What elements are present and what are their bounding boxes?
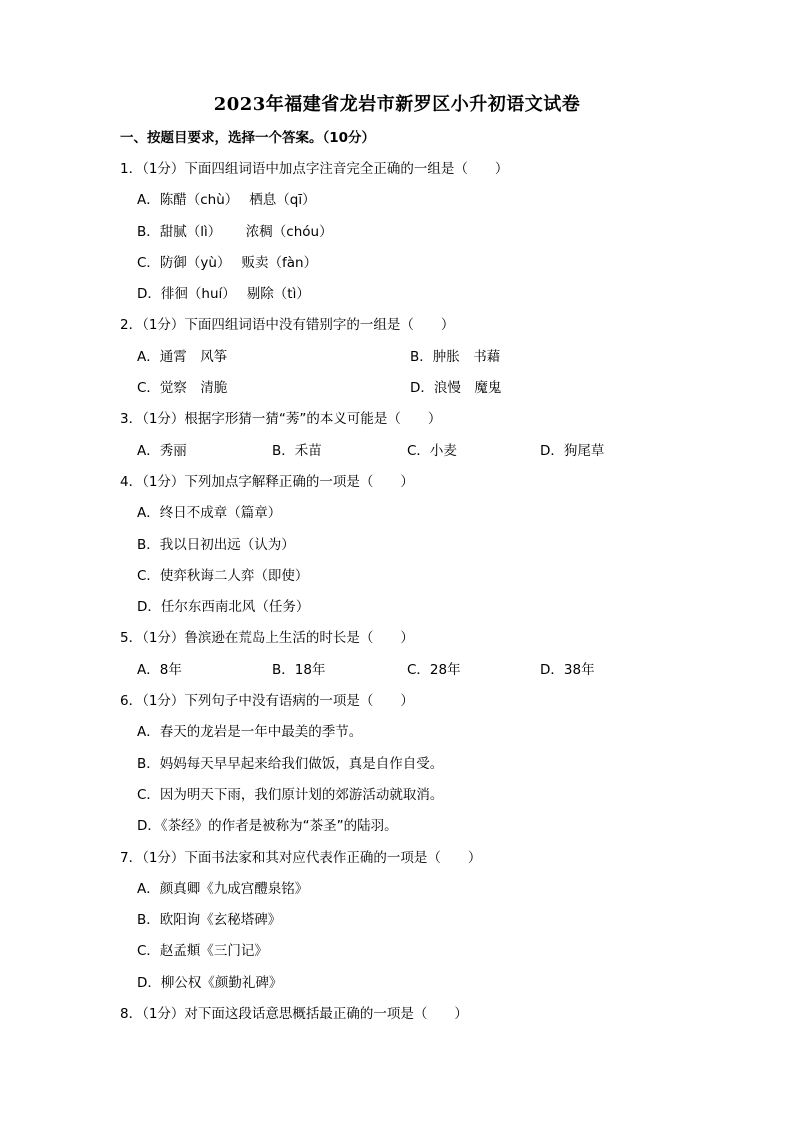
option-b: B．甜腻（lì） 浓稠（chóu） (137, 223, 333, 240)
option-row (120, 375, 720, 406)
exam-title: 2023年福建省龙岩市新罗区小升初语文试卷 (213, 94, 581, 115)
option-b: B．欧阳询《玄秘塔碑》 (137, 912, 282, 929)
option-a: A．秀丽 (137, 442, 187, 459)
option-c: C．小麦 (407, 442, 457, 459)
section-header: 一、按题目要求，选择一个答案。（10分） (120, 130, 376, 146)
option-c: C．28年 (407, 661, 461, 678)
option-d: D．狗尾草 (540, 442, 605, 459)
question-stem: 8．（1分）对下面这段话意思概括最正确的一项是（ ） (120, 1006, 468, 1023)
option-a: A．8年 (137, 661, 182, 678)
option-d: D．浪慢 魔鬼 (410, 380, 502, 397)
question-3 (120, 406, 720, 469)
option-c: C．使弈秋诲二人弈（即使） (137, 567, 309, 584)
question-stem: 7．（1分）下面书法家和其对应代表作正确的一项是（ ） (120, 849, 482, 866)
option-a: A．通霄 风筝 (137, 348, 228, 365)
question-stem: 3．（1分）根据字形猜一猜“莠”的本义可能是（ ） (120, 411, 442, 428)
option-row (120, 438, 720, 469)
option-c: C．防御（yù） 贩卖（fàn） (137, 254, 318, 271)
question-1 (120, 156, 720, 312)
option-b: B．18年 (272, 661, 326, 678)
option-a: A．陈醋（chù） 栖息（qī） (137, 192, 316, 209)
question-stem: 5．（1分）鲁滨逊在荒岛上生活的时长是（ ） (120, 630, 414, 647)
question-4 (120, 469, 720, 625)
question-stem: 2．（1分）下面四组词语中没有错别字的一组是（ ） (120, 317, 455, 334)
option-a: A．终日不成章（篇章） (137, 505, 282, 522)
option-c: C．觉察 清脆 (137, 380, 228, 397)
question-7 (120, 845, 720, 1001)
option-d: D．柳公权《颜勤礼碑》 (137, 974, 283, 991)
option-c: C．赵孟頫《三门记》 (137, 943, 268, 960)
option-a: A．颜真卿《九成宫醴泉铭》 (137, 880, 309, 897)
question-stem: 6．（1分）下列句子中没有语病的一项是（ ） (120, 693, 414, 710)
option-b: B．妈妈每天早早起来给我们做饭，真是自作自受。 (137, 755, 444, 772)
option-b: B．禾苗 (272, 442, 322, 459)
option-c: C．因为明天下雨，我们原计划的郊游活动就取消。 (137, 786, 444, 803)
question-6 (120, 688, 720, 844)
question-5 (120, 625, 720, 688)
question-2 (120, 312, 720, 406)
option-d: D．《茶经》的作者是被称为“茶圣”的陆羽。 (137, 818, 398, 835)
option-d: D．38年 (540, 661, 595, 678)
option-b: B．肿胀 书藉 (410, 348, 501, 365)
option-b: B．我以日初出远（认为） (137, 536, 295, 553)
question-stem: 1．（1分）下面四组词语中加点字注音完全正确的一组是（ ） (120, 161, 509, 177)
option-d: D．徘徊（huí） 剔除（tì） (137, 286, 310, 303)
question-8 (120, 1001, 720, 1032)
option-a: A．春天的龙岩是一年中最美的季节。 (137, 724, 363, 741)
option-d: D．任尔东西南北风（任务） (137, 599, 310, 616)
option-row (120, 657, 720, 688)
question-stem: 4．（1分）下列加点字解释正确的一项是（ ） (120, 473, 414, 490)
question-list (120, 156, 720, 1032)
option-row (120, 344, 720, 375)
